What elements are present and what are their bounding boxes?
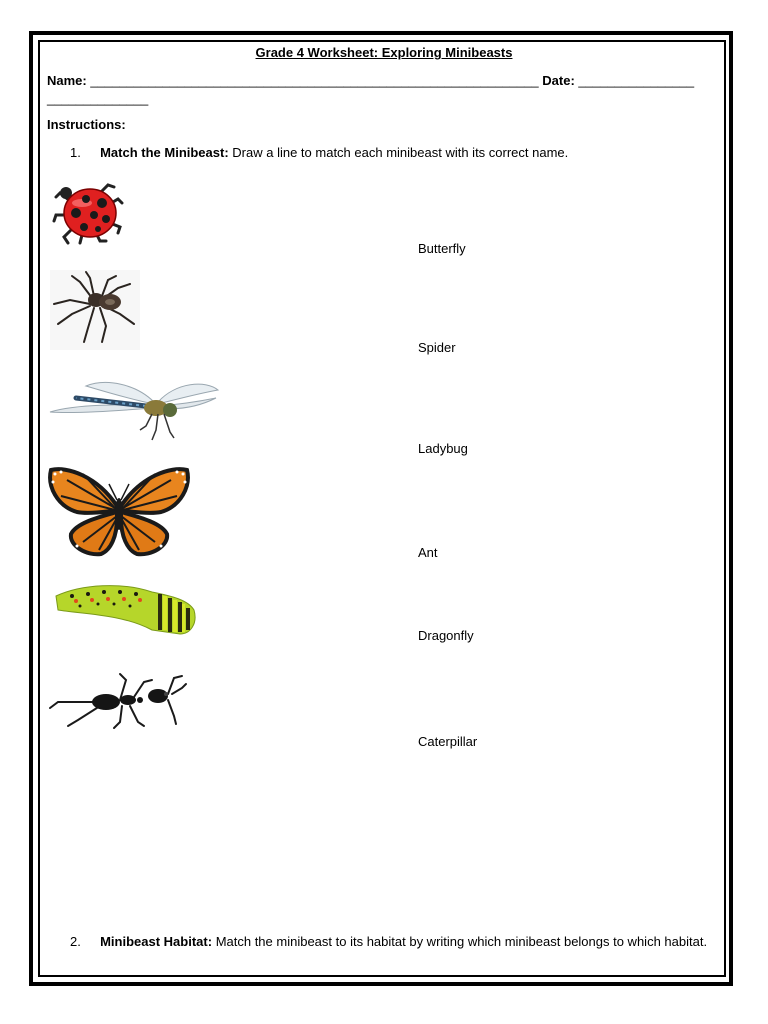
- name-label: Name:: [47, 73, 87, 88]
- date-label: Date:: [542, 73, 575, 88]
- name-label-4: Ant: [418, 545, 438, 560]
- question-2-text: Match the minibeast to its habitat by writing which minibeast belongs to which habitat.: [215, 934, 708, 949]
- question-2: [70, 934, 707, 950]
- name-label-3: Ladybug: [418, 441, 468, 456]
- spider-image: [50, 270, 140, 350]
- question-2-number: 2.: [70, 934, 81, 949]
- question-2-heading: Minibeast Habitat:: [100, 934, 213, 949]
- question-1: [70, 145, 568, 161]
- name-line: [47, 73, 694, 89]
- ladybug-image: [52, 177, 124, 247]
- name-label-5: Dragonfly: [418, 628, 474, 643]
- question-1-number: 1.: [70, 145, 81, 160]
- caterpillar-image: [52, 574, 198, 638]
- name-blank: ______________________________________________________________: [90, 73, 539, 88]
- butterfly-image: [47, 466, 191, 558]
- instructions-heading: Instructions:: [47, 117, 126, 132]
- ant-image: [48, 672, 188, 732]
- name-label-1: Butterfly: [418, 241, 466, 256]
- question-1-text: Draw a line to match each minibeast with its correct name.: [232, 145, 569, 160]
- worksheet-title: Grade 4 Worksheet: Exploring Minibeasts: [255, 45, 513, 60]
- date-blank: ________________: [578, 73, 695, 88]
- name-line-continuation: ______________: [47, 91, 149, 106]
- dragonfly-image: [46, 376, 220, 446]
- name-label-6: Caterpillar: [418, 734, 478, 749]
- question-1-heading: Match the Minibeast:: [100, 145, 229, 160]
- name-label-2: Spider: [418, 340, 456, 355]
